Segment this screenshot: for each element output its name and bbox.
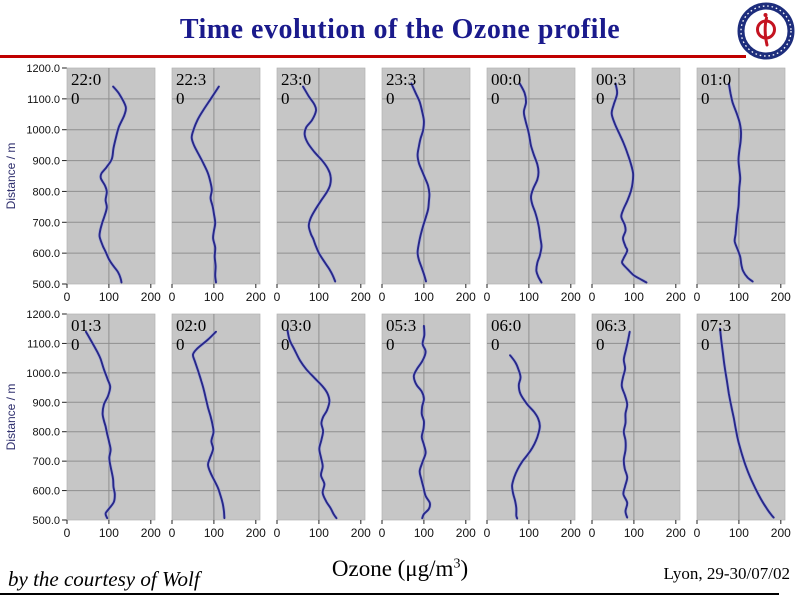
x-axis-title-text: Ozone (μg/m <box>331 556 454 581</box>
slide-title: Time evolution of the Ozone profile <box>179 14 621 45</box>
panel-time-label-wrap: 0 <box>386 335 395 354</box>
y-tick-label: 600.0 <box>32 248 60 261</box>
x-axis-title-superscript: 3 <box>453 556 461 572</box>
y-tick-label: 1100.0 <box>27 338 60 351</box>
x-tick-label: 100 <box>518 290 539 304</box>
profiles-row-0 <box>0 60 800 308</box>
x-tick-label: 100 <box>98 290 119 304</box>
x-tick-label: 200 <box>245 526 266 540</box>
panel-time-label: 03:0 <box>281 316 312 335</box>
ozone-panel-0600 <box>484 314 581 540</box>
panel-plot-area <box>277 68 365 284</box>
x-tick-label: 100 <box>308 526 329 540</box>
ozone-panel-0130 <box>64 314 161 540</box>
ozone-panel-0030 <box>589 68 686 304</box>
x-tick-label: 200 <box>665 526 686 540</box>
y-tick-label: 1200.0 <box>26 63 60 75</box>
x-tick-label: 100 <box>98 526 119 540</box>
ozone-panel-0100 <box>694 68 791 304</box>
ozone-panel-2330 <box>379 68 476 304</box>
x-tick-label: 200 <box>560 526 581 540</box>
profiles-row-1 <box>0 306 800 548</box>
y-tick-label: 700.0 <box>32 217 60 230</box>
y-tick-label: 800.0 <box>32 186 60 199</box>
panel-time-label-wrap: 0 <box>596 89 605 108</box>
x-tick-label: 200 <box>665 290 686 304</box>
x-tick-label: 100 <box>623 526 644 540</box>
x-tick-label: 100 <box>203 526 224 540</box>
x-tick-label: 200 <box>455 290 476 304</box>
ozone-panel-2300 <box>274 68 371 304</box>
ozone-panel-2230 <box>169 68 266 304</box>
panel-time-label: 23:0 <box>281 70 312 89</box>
x-tick-label: 100 <box>308 290 329 304</box>
panel-time-label: 06:0 <box>491 316 522 335</box>
panel-time-label-wrap: 0 <box>281 89 290 108</box>
panel-time-label-wrap: 0 <box>701 335 710 354</box>
y-tick-label: 900.0 <box>32 397 60 410</box>
credit-note: by the courtesy of Wolf <box>8 567 200 591</box>
panel-time-label: 23:3 <box>386 70 417 89</box>
panel-plot-area <box>592 314 680 520</box>
x-tick-label: 100 <box>518 526 539 540</box>
x-tick-label: 100 <box>728 526 749 540</box>
y-tick-label: 700.0 <box>32 456 60 469</box>
x-tick-label: 0 <box>588 290 596 304</box>
panel-time-label-wrap: 0 <box>176 89 185 108</box>
panel-plot-area <box>487 68 575 284</box>
x-tick-label: 200 <box>350 526 371 540</box>
panel-time-label-wrap: 0 <box>71 89 80 108</box>
x-tick-label: 200 <box>770 290 791 304</box>
x-tick-label: 200 <box>140 290 161 304</box>
x-tick-label: 100 <box>413 526 434 540</box>
y-tick-label: 1000.0 <box>26 367 60 380</box>
x-tick-label: 0 <box>273 526 281 540</box>
panel-plot-area <box>172 314 260 520</box>
y-tick-label: 500.0 <box>32 515 60 527</box>
ozone-panel-0530 <box>379 314 476 540</box>
panel-plot-area <box>697 314 785 520</box>
panel-plot-area <box>382 68 470 284</box>
panel-plot-area <box>592 68 680 284</box>
ozone-panel-0200 <box>169 314 266 540</box>
location-date: Lyon, 29-30/07/02 <box>663 564 790 583</box>
y-tick-label: 600.0 <box>32 485 60 498</box>
x-tick-label: 100 <box>203 290 224 304</box>
panel-time-label-wrap: 0 <box>281 335 290 354</box>
x-tick-label: 0 <box>693 526 701 540</box>
y-tick-label: 1100.0 <box>27 93 60 106</box>
x-tick-label: 100 <box>413 290 434 304</box>
ozone-panel-0730 <box>694 314 791 540</box>
panel-plot-area <box>67 314 155 520</box>
x-tick-label: 0 <box>693 290 701 304</box>
x-tick-label: 200 <box>560 290 581 304</box>
bottom-rule <box>0 593 779 595</box>
ozone-panel-0300 <box>274 314 371 540</box>
panel-time-label-wrap: 0 <box>491 335 500 354</box>
x-tick-label: 0 <box>588 526 596 540</box>
panel-time-label: 01:3 <box>71 316 102 335</box>
x-tick-label: 200 <box>770 526 791 540</box>
x-axis-title-close: ) <box>460 556 469 581</box>
x-tick-label: 100 <box>623 290 644 304</box>
y-tick-label: 900.0 <box>32 155 60 168</box>
panel-plot-area <box>382 314 470 520</box>
panel-time-label-wrap: 0 <box>176 335 185 354</box>
x-tick-label: 200 <box>455 526 476 540</box>
y-tick-label: 500.0 <box>32 279 60 291</box>
x-tick-label: 0 <box>168 526 176 540</box>
y-tick-label: 1000.0 <box>26 124 60 137</box>
panel-time-label: 22:0 <box>71 70 102 89</box>
panel-time-label: 22:3 <box>176 70 207 89</box>
x-tick-label: 0 <box>483 290 491 304</box>
panel-time-label-wrap: 0 <box>701 89 710 108</box>
y-axis-title: Distance / m <box>4 142 18 210</box>
x-tick-label: 0 <box>483 526 491 540</box>
panel-time-label: 02:0 <box>176 316 207 335</box>
x-tick-label: 0 <box>273 290 281 304</box>
panel-time-label: 07:3 <box>701 316 732 335</box>
panel-time-label: 00:0 <box>491 70 522 89</box>
y-tick-label: 800.0 <box>32 426 60 439</box>
x-tick-label: 200 <box>350 290 371 304</box>
panel-time-label: 00:3 <box>596 70 627 89</box>
panel-time-label-wrap: 0 <box>491 89 500 108</box>
panel-time-label: 01:0 <box>701 70 732 89</box>
panel-time-label-wrap: 0 <box>386 89 395 108</box>
x-tick-label: 0 <box>168 290 176 304</box>
panel-plot-area <box>67 68 155 284</box>
panel-time-label: 05:3 <box>386 316 417 335</box>
panel-time-label-wrap: 0 <box>596 335 605 354</box>
panel-time-label: 06:3 <box>596 316 627 335</box>
panel-plot-area <box>487 314 575 520</box>
x-tick-label: 0 <box>378 526 386 540</box>
panel-time-label-wrap: 0 <box>71 335 80 354</box>
y-tick-label: 1200.0 <box>26 309 60 321</box>
x-tick-label: 200 <box>140 526 161 540</box>
x-tick-label: 200 <box>245 290 266 304</box>
x-tick-label: 100 <box>728 290 749 304</box>
x-tick-label: 0 <box>63 526 71 540</box>
x-tick-label: 0 <box>63 290 71 304</box>
ozone-panel-0630 <box>589 314 686 540</box>
y-axis-title: Distance / m <box>4 383 18 451</box>
x-tick-label: 0 <box>378 290 386 304</box>
ozone-panel-2200 <box>64 68 161 304</box>
ozone-panel-0000 <box>484 68 581 304</box>
